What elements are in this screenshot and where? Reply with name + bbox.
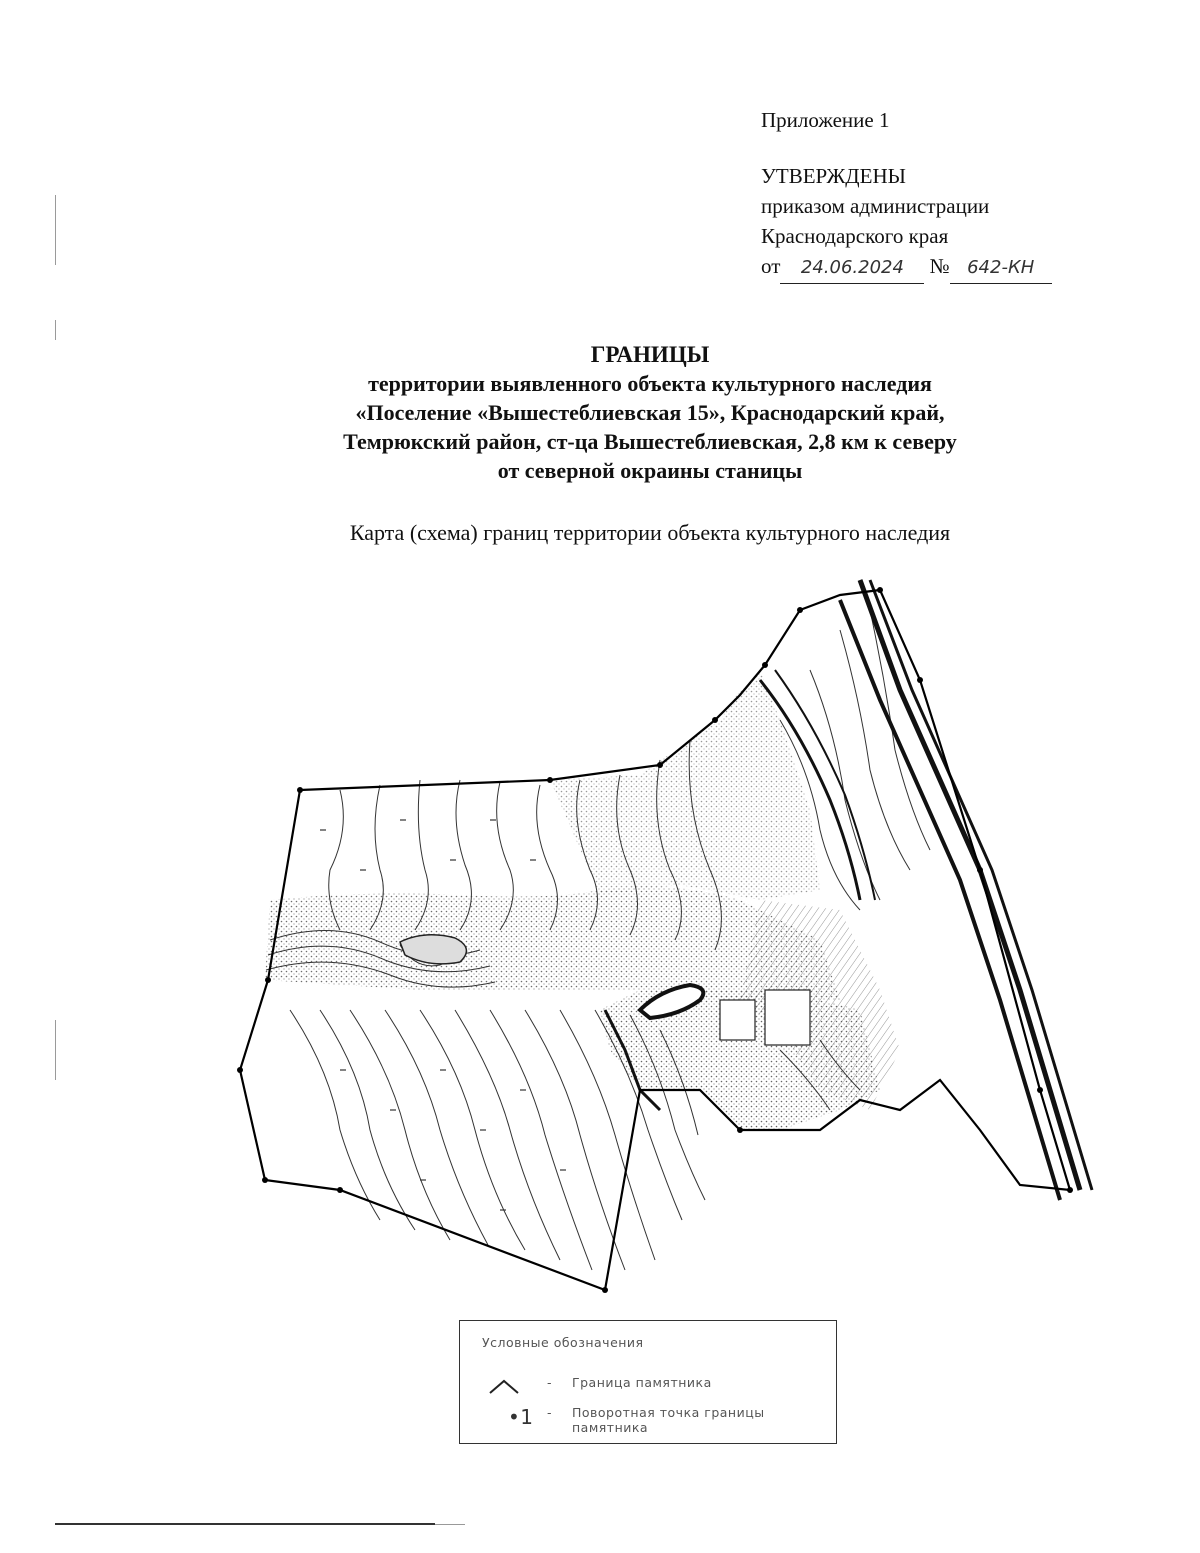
order-date: 24.06.2024 (780, 253, 924, 284)
document-title (200, 340, 1100, 485)
legend-title: Условные обозначения (482, 1335, 644, 1350)
margin-mark (55, 320, 56, 340)
margin-mark (55, 1020, 56, 1080)
title-line: «Поселение «Вышестеблиевская 15», Краснодарский край, (355, 400, 945, 425)
approval-stamp (761, 105, 1052, 284)
map-caption: Карта (схема) границ территории объекта культурного наследия (349, 520, 951, 545)
map-legend (459, 1320, 837, 1444)
boundary-line-icon (482, 1373, 526, 1399)
boundary-point-symbol: •1 (508, 1405, 534, 1429)
legend-text: Поворотная точка границы памятника (572, 1405, 765, 1435)
boundary-map (220, 570, 1100, 1310)
title-heading: ГРАНИЦЫ (590, 342, 710, 367)
number-label: № (929, 254, 950, 278)
margin-mark (55, 195, 56, 265)
legend-dash: - (547, 1405, 553, 1420)
title-line: территории выявленного объекта культурного наследия (368, 371, 932, 396)
title-line: Темрюкский район, ст-ца Вышестеблиевская, 2,8 км к северу (343, 429, 957, 454)
title-line: от северной окраины станицы (497, 458, 803, 483)
from-label: от (761, 254, 781, 278)
order-number: 642-КН (950, 253, 1052, 284)
appendix-label: Приложение 1 (761, 108, 890, 132)
legend-text: Граница памятника (572, 1375, 712, 1390)
legend-dash: - (547, 1375, 553, 1390)
approved-by-line-2: Краснодарского края (761, 224, 949, 248)
approved-by-line-1: приказом администрации (761, 194, 990, 218)
bottom-rule (55, 1523, 435, 1525)
bottom-rule (435, 1524, 465, 1525)
building (720, 1000, 755, 1040)
order-reference (761, 251, 1052, 284)
building (765, 990, 810, 1045)
terrain-marks (320, 820, 566, 1210)
approved-label: УТВЕРЖДЕНЫ (761, 164, 906, 188)
